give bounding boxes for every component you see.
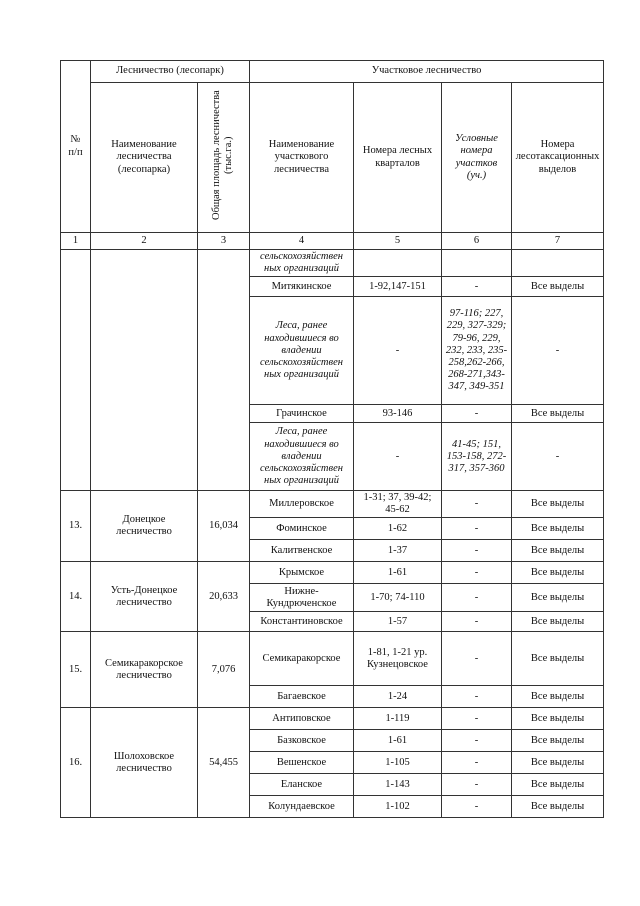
district-name: Колундаевское [250, 796, 354, 818]
quarters: 1-31; 37, 39-42; 45-62 [354, 491, 442, 518]
forestry-area: 7,076 [198, 632, 250, 708]
cond-numbers: 41-45; 151, 153-158, 272-317, 357-360 [442, 423, 512, 491]
table-row [61, 632, 604, 686]
col-number: 6 [442, 233, 512, 250]
forestry-name: Шолоховское лесничество [91, 708, 198, 818]
col-number: 1 [61, 233, 91, 250]
table-row [61, 491, 604, 518]
quarters: 1-61 [354, 562, 442, 584]
quarters: 1-61 [354, 730, 442, 752]
quarters: 1-62 [354, 518, 442, 540]
district-name: Леса, ранее находившиеся во владении сельскохозяйствен ных организаций [250, 297, 354, 405]
header-allotments: Номера лесотаксационных выделов [512, 83, 604, 233]
col-number: 5 [354, 233, 442, 250]
header-num: № п/п [61, 61, 91, 233]
cond-numbers: - [442, 752, 512, 774]
allotments: Все выделы [512, 632, 604, 686]
quarters: 1-37 [354, 540, 442, 562]
allotments: Все выделы [512, 584, 604, 612]
quarters: 1-70; 74-110 [354, 584, 442, 612]
cond-numbers: - [442, 796, 512, 818]
row-num: 15. [61, 632, 91, 708]
cond-numbers: - [442, 584, 512, 612]
allotments [512, 250, 604, 277]
forestry-table [60, 60, 604, 818]
header-cond-numbers: Условные номера участков (уч.) [442, 83, 512, 233]
district-name: Семикаракорское [250, 632, 354, 686]
quarters: - [354, 297, 442, 405]
table-row [61, 562, 604, 584]
cont-area [198, 250, 250, 491]
header-area [198, 83, 250, 233]
cond-numbers [442, 250, 512, 277]
district-name: Леса, ранее находившиеся во владении сельскохозяйствен ных организаций [250, 423, 354, 491]
cond-numbers: - [442, 632, 512, 686]
cond-numbers: - [442, 277, 512, 297]
header-area-text: Общая площадь лесничества (тыс.га.) [211, 90, 235, 221]
col-number-row [61, 233, 604, 250]
quarters: 1-57 [354, 612, 442, 632]
cond-numbers: - [442, 518, 512, 540]
cond-numbers: - [442, 491, 512, 518]
cond-numbers: - [442, 686, 512, 708]
district-name: Калитвенское [250, 540, 354, 562]
allotments: - [512, 297, 604, 405]
quarters: - [354, 423, 442, 491]
quarters: 1-143 [354, 774, 442, 796]
quarters: 1-105 [354, 752, 442, 774]
quarters: 1-24 [354, 686, 442, 708]
header-district-group: Участковое лесничество [250, 61, 604, 83]
quarters: 1-102 [354, 796, 442, 818]
forestry-area: 16,034 [198, 491, 250, 562]
quarters: 1-92,147-151 [354, 277, 442, 297]
allotments: - [512, 423, 604, 491]
header-forestry-group: Лесничество (лесопарк) [91, 61, 250, 83]
table-row [61, 708, 604, 730]
district-name: Вешенское [250, 752, 354, 774]
table-row [61, 250, 604, 277]
district-name: Антиповское [250, 708, 354, 730]
cont-num [61, 250, 91, 491]
row-num: 14. [61, 562, 91, 632]
forestry-name: Донецкое лесничество [91, 491, 198, 562]
forestry-name: Усть-Донецкое лесничество [91, 562, 198, 632]
allotments: Все выделы [512, 708, 604, 730]
district-name: Базковское [250, 730, 354, 752]
district-name: Фоминское [250, 518, 354, 540]
district-name: Митякинское [250, 277, 354, 297]
header-forestry-name: Наименование лесничества (лесопарка) [91, 83, 198, 233]
district-name: Еланское [250, 774, 354, 796]
forestry-area: 54,455 [198, 708, 250, 818]
allotments: Все выделы [512, 277, 604, 297]
district-name: Грачинское [250, 405, 354, 423]
district-name: Миллеровское [250, 491, 354, 518]
forestry-name: Семикаракорское лесничество [91, 632, 198, 708]
cond-numbers: - [442, 730, 512, 752]
cont-forestry [91, 250, 198, 491]
allotments: Все выделы [512, 612, 604, 632]
col-number: 4 [250, 233, 354, 250]
row-num: 13. [61, 491, 91, 562]
allotments: Все выделы [512, 491, 604, 518]
district-name: сельскохозяйствен ных организаций [250, 250, 354, 277]
header-quarters: Номера лесных кварталов [354, 83, 442, 233]
cond-numbers: - [442, 774, 512, 796]
district-name: Крымское [250, 562, 354, 584]
col-number: 2 [91, 233, 198, 250]
row-num: 16. [61, 708, 91, 818]
allotments: Все выделы [512, 796, 604, 818]
allotments: Все выделы [512, 752, 604, 774]
forestry-area: 20,633 [198, 562, 250, 632]
allotments: Все выделы [512, 774, 604, 796]
cond-numbers: - [442, 540, 512, 562]
cond-numbers: 97-116; 227, 229, 327-329; 79-96, 229, 232, 233, 235-258,262-266, 268-271,343-347, 349-351 [442, 297, 512, 405]
cond-numbers: - [442, 562, 512, 584]
cond-numbers: - [442, 612, 512, 632]
allotments: Все выделы [512, 686, 604, 708]
cond-numbers: - [442, 405, 512, 423]
allotments: Все выделы [512, 730, 604, 752]
col-number: 7 [512, 233, 604, 250]
district-name: Багаевское [250, 686, 354, 708]
allotments: Все выделы [512, 518, 604, 540]
header-district-name: Наименование участкового лесничества [250, 83, 354, 233]
district-name: Константиновское [250, 612, 354, 632]
quarters [354, 250, 442, 277]
allotments: Все выделы [512, 562, 604, 584]
cond-numbers: - [442, 708, 512, 730]
col-number: 3 [198, 233, 250, 250]
district-name: Нижне-Кундрюченское [250, 584, 354, 612]
quarters: 1-81, 1-21 ур. Кузнецовское [354, 632, 442, 686]
quarters: 93-146 [354, 405, 442, 423]
quarters: 1-119 [354, 708, 442, 730]
allotments: Все выделы [512, 540, 604, 562]
allotments: Все выделы [512, 405, 604, 423]
